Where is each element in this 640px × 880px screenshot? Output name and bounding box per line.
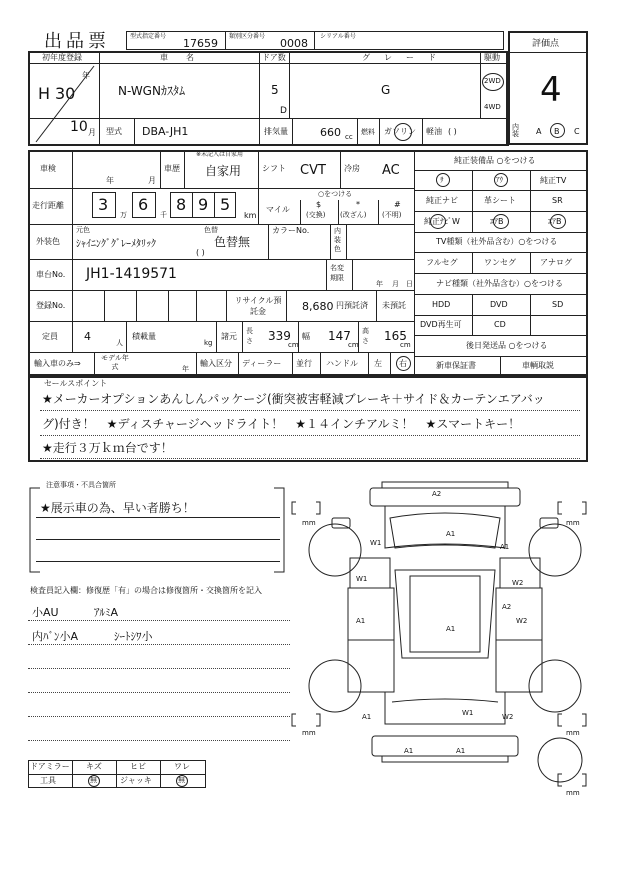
damage-mark: W1 bbox=[370, 539, 382, 547]
damage-mark: A1 bbox=[446, 530, 456, 538]
height: 165 bbox=[384, 329, 407, 343]
mileage-digit-1: 3 bbox=[98, 195, 109, 214]
car-diagram bbox=[290, 478, 600, 808]
damage-mark: A1 bbox=[500, 543, 510, 551]
notes-bracket bbox=[26, 484, 288, 576]
inspector-entry: ｼｰﾄｼﾜ小 bbox=[114, 630, 153, 643]
damage-mark: A1 bbox=[362, 713, 372, 721]
model-code: DBA-JH1 bbox=[142, 125, 189, 138]
chassis-no: JH1-1419571 bbox=[86, 266, 177, 282]
exterior-color: ｼｬｲﾆﾝｸﾞｸﾞﾚｰﾒﾀﾘｯｸ bbox=[76, 239, 156, 250]
sales-line: ★メーカーオプションあんしんパッケージ(衝突被害軽減ブレーキ＋サイド＆カーテンエアバッ bbox=[42, 392, 545, 406]
length: 339 bbox=[268, 329, 291, 343]
damage-mark: A2 bbox=[432, 490, 442, 498]
damage-mark: A2 bbox=[502, 603, 512, 611]
car-name: N-WGNｶｽﾀﾑ bbox=[118, 84, 185, 98]
damage-mark: A1 bbox=[456, 747, 466, 755]
capacity: 4 bbox=[84, 330, 91, 343]
shift: CVT bbox=[300, 163, 326, 178]
width: 147 bbox=[328, 329, 351, 343]
score-box: 評価点 4 bbox=[508, 31, 588, 145]
grade: G bbox=[381, 83, 391, 97]
class-no: 0008 bbox=[280, 37, 308, 50]
damage-mark: W1 bbox=[462, 709, 474, 717]
recycle-amount: 8,680 bbox=[302, 300, 334, 313]
era: H bbox=[38, 84, 51, 103]
damage-mark: A1 bbox=[356, 617, 366, 625]
mileage-digit-4: 9 bbox=[198, 195, 209, 214]
notes-text: ★展示車の為、早い者勝ち！ bbox=[40, 501, 195, 515]
damage-mark: W1 bbox=[356, 575, 368, 583]
damage-mark: A1 bbox=[404, 747, 414, 755]
damage-mark: W2 bbox=[516, 617, 528, 625]
model-no: 17659 bbox=[183, 37, 218, 50]
doors: 5 bbox=[271, 83, 279, 97]
score-value: 4 bbox=[540, 70, 562, 110]
damage-mark: W2 bbox=[512, 579, 524, 587]
mileage-digit-5: 5 bbox=[220, 195, 231, 214]
inspector-entry: 小AU bbox=[32, 606, 59, 619]
ac: AC bbox=[382, 163, 400, 178]
page-title: 出品票 bbox=[44, 31, 110, 52]
first-reg-year: 30 bbox=[55, 84, 76, 103]
inspector-entry: 内ﾊﾞﾝ小A bbox=[32, 630, 79, 643]
color-change: 色替無 bbox=[214, 235, 251, 249]
model-no-box: 型式指定番号 17659 bbox=[126, 31, 226, 50]
sales-line: ★走行３万ｋｍ台です！ bbox=[42, 441, 173, 455]
mileage-digit-3: 8 bbox=[176, 195, 187, 214]
inspector-entry: ｱﾙﾐA bbox=[94, 606, 119, 619]
mileage-digit-2: 6 bbox=[138, 195, 149, 214]
damage-mark: A1 bbox=[446, 625, 456, 633]
class-no-box: 類別区分番号 0008 bbox=[225, 31, 315, 50]
history: 自家用 bbox=[205, 164, 242, 178]
displacement: 660 bbox=[320, 126, 341, 139]
damage-mark: W2 bbox=[502, 713, 514, 721]
sales-line: グ)付き！ ★ディスチャージヘッドライト！ ★１４インチアルミ！ ★スマートキー！ bbox=[42, 417, 521, 431]
serial-box: シリアル番号 bbox=[314, 31, 504, 50]
first-reg-month: 10 bbox=[70, 119, 88, 135]
